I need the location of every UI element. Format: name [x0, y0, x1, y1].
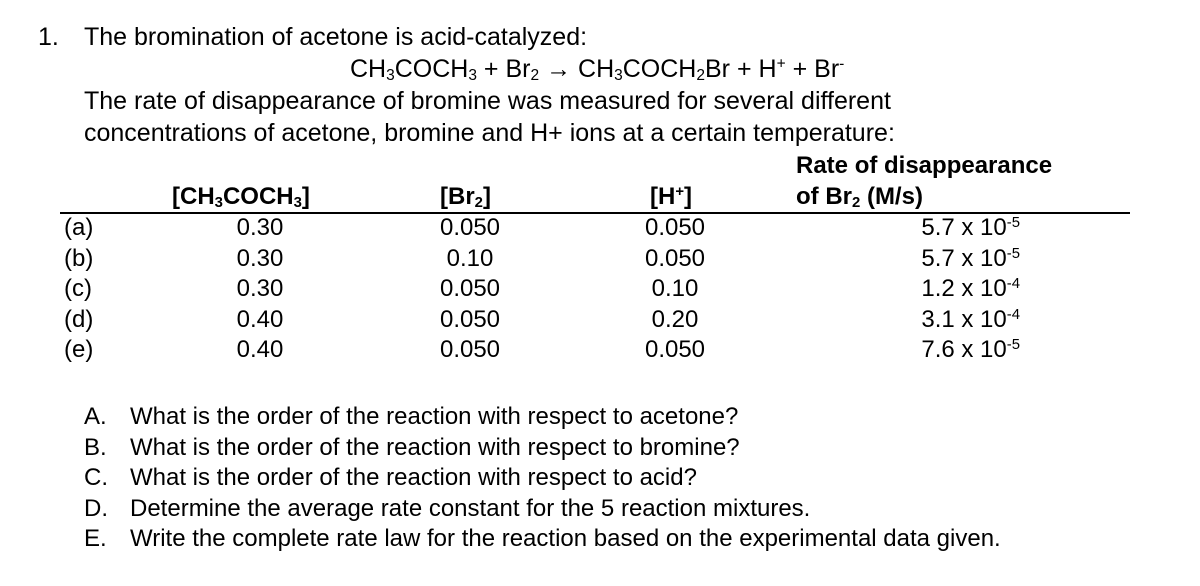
header-acid: [H+]	[650, 183, 693, 210]
subquestion-letter: B.	[84, 433, 107, 461]
subquestion-text: Determine the average rate constant for the 5 reaction mixtures.	[130, 494, 811, 522]
rate-exponent: -5	[1006, 336, 1020, 353]
cell-label: (a)	[64, 214, 94, 241]
header-rate-line-2: of $Br_2$ (M/s)	[796, 183, 923, 211]
subquestion-letter: C.	[84, 464, 108, 491]
header-acetone: $[CH_3COCH_3]$	[172, 183, 310, 211]
cell-bromine: 0.10	[446, 244, 494, 272]
rate-mantissa: 1.2 x 10	[921, 275, 1007, 302]
equation-product-bromoacetone: $CH_3COCH_2Br$	[578, 55, 730, 85]
cell-acetone: 0.40	[236, 336, 284, 363]
cell-rate	[850, 245, 1020, 273]
cell-acetone: 0.30	[236, 275, 284, 302]
rate-mantissa: 5.7 x 10	[921, 214, 1007, 241]
cell-rate	[850, 336, 1020, 364]
chemical-equation	[350, 54, 844, 84]
header-rate-line-1: Rate of disappearance	[796, 152, 1053, 179]
rate-mantissa: 7.6 x 10	[921, 336, 1007, 363]
subquestion-text: What is the order of the reaction with respect to acetone?	[130, 403, 739, 430]
equation-product-bromide-ion: Br-	[814, 55, 845, 83]
rate-mantissa: 5.7 x 10	[921, 244, 1007, 272]
cell-label: (e)	[64, 336, 94, 363]
cell-bromine: 0.050	[439, 214, 501, 241]
cell-rate	[850, 275, 1020, 303]
cell-acetone: 0.30	[236, 214, 284, 241]
description-line-1: The rate of disappearance of bromine was measured for several different	[84, 87, 891, 115]
cell-label: (b)	[64, 244, 94, 272]
question-intro: The bromination of acetone is acid-catalyzed:	[84, 23, 588, 51]
cell-acid: 0.10	[651, 275, 699, 302]
header-bromine: $[Br_2]$	[440, 183, 491, 211]
description-line-2: concentrations of acetone, bromine and H+ ions at a certain temperature:	[84, 119, 895, 147]
cell-rate	[850, 214, 1020, 242]
cell-label: (c)	[64, 275, 92, 302]
equation-reactant-acetone: $CH_3COCH_3$	[350, 55, 477, 85]
cell-acid: 0.050	[644, 336, 706, 363]
subquestion-letter: E.	[84, 525, 107, 552]
rate-mantissa: 3.1 x 10	[921, 305, 1007, 333]
cell-acid: 0.20	[651, 305, 699, 333]
equation-plus: +	[792, 55, 808, 83]
reaction-arrow: →	[546, 55, 572, 83]
rate-exponent: -5	[1006, 214, 1020, 231]
rate-exponent: -5	[1006, 245, 1020, 262]
cell-bromine: 0.050	[439, 275, 501, 302]
equation-plus: +	[736, 55, 752, 83]
equation-reactant-bromine: $Br_2$	[505, 55, 540, 85]
subquestion-text: Write the complete rate law for the reaction based on the experimental data given.	[130, 525, 1001, 552]
cell-rate	[850, 306, 1020, 334]
equation-plus: +	[483, 55, 499, 83]
cell-acid: 0.050	[644, 214, 706, 241]
cell-bromine: 0.050	[439, 305, 501, 333]
question-number: 1.	[38, 23, 59, 51]
subquestion-letter: A.	[84, 403, 107, 430]
subquestion-text: What is the order of the reaction with respect to bromine?	[130, 433, 740, 461]
cell-bromine: 0.050	[439, 336, 501, 363]
cell-acid: 0.050	[644, 244, 706, 272]
cell-acetone: 0.30	[236, 244, 284, 272]
subquestion-text: What is the order of the reaction with respect to acid?	[130, 464, 697, 491]
rate-exponent: -4	[1006, 275, 1020, 292]
rate-exponent: -4	[1006, 306, 1020, 323]
equation-product-hydrogen-ion: H+	[758, 55, 786, 83]
subquestion-letter: D.	[84, 494, 108, 522]
cell-label: (d)	[64, 305, 94, 333]
cell-acetone: 0.40	[236, 305, 284, 333]
